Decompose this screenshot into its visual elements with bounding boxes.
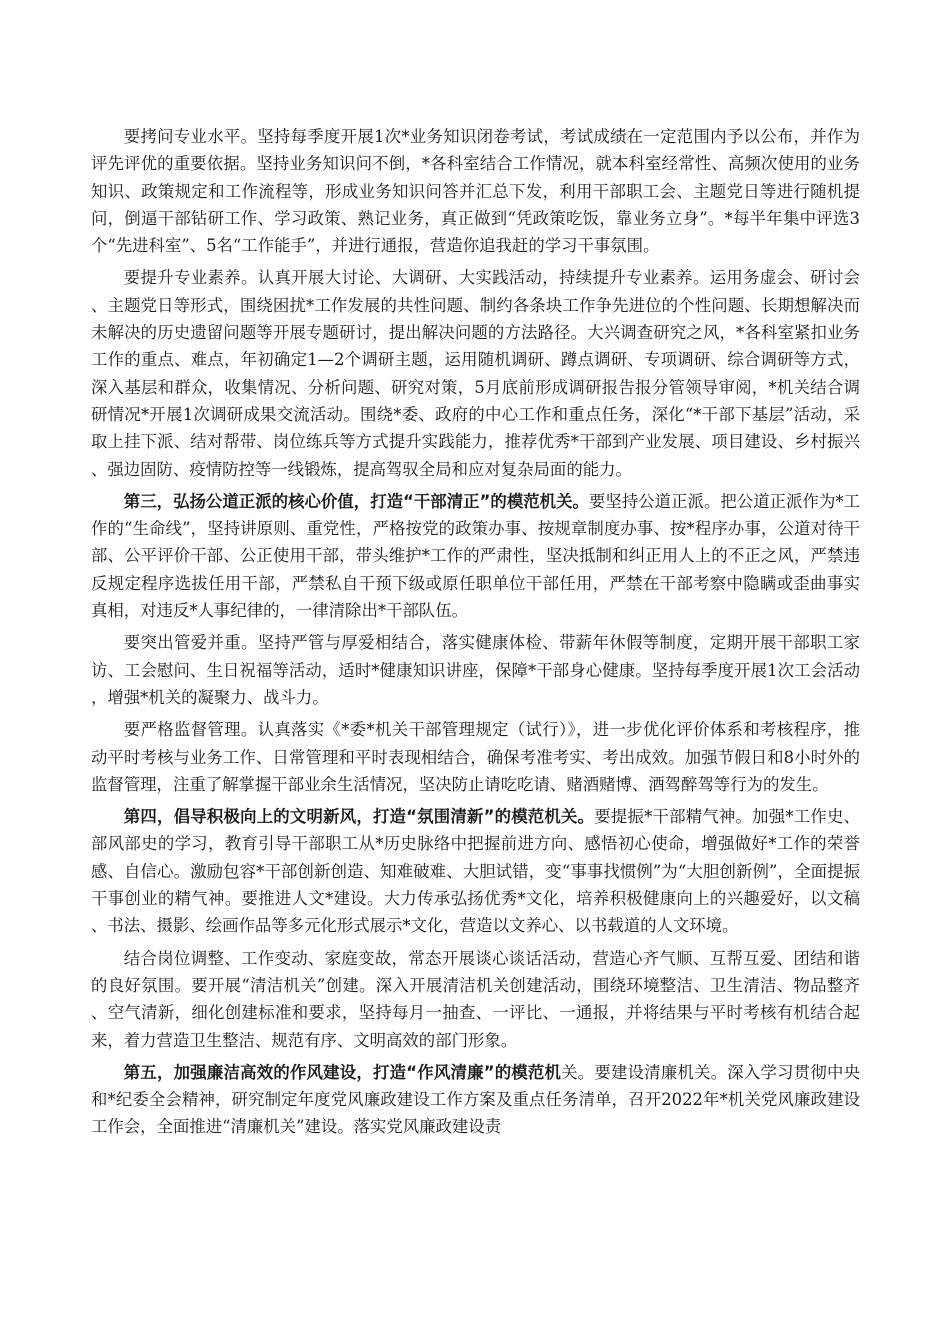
- paragraph-section-three: [91, 488, 860, 624]
- paragraph-text: 要坚持公道正派。把公道正派作为*工作的“生命线”，坚持讲原则、重党性，严格按党的政策办事、按规章制度办事、按*程序办事，公道对待干部、公平评价干部、公正使用干部，带头维护*工作的严肃性，坚决抵制和纠正用人上的不正之风，严禁违反规定程序选拔任用干部，严禁私自干预下级或原任职单位干部任用，严禁在干部考察中隐瞒或歪曲事实真相，对违反*人事纪律的，一律清除出*干部队伍。: [91, 491, 861, 621]
- paragraph-text: 要提振*干部精气神。加强*工作史、部风部史的学习，教育引导干部职工从*历史脉络中把握前进方向、感悟初心使命，增强做好*工作的荣誉感、自信心。激励包容*干部创新创造、知难破难、大胆试错，变“事事找惯例”为“大胆创新例”，全面提振干事创业的精气神。要推进人文*建设。大力传承弘扬优秀*文化，培养积极健康向上的兴趣爱好，以文稿、书法、摄影、绘画作品等多元化形式展示*文化，营造以文养心、以书载道的人文环境。: [91, 807, 861, 936]
- document-body: [91, 123, 860, 1146]
- paragraph-care-and-management: [91, 629, 860, 711]
- paragraph-section-five: [91, 1059, 860, 1141]
- paragraph-section-four: [91, 803, 860, 939]
- paragraph-harmony: [91, 945, 860, 1054]
- paragraph-text: 关。要建设清廉机关。深入学习贯彻中央和*纪委全会精神，研究制定年度党风廉政建设工作方案及重点任务清单，召开2022年*机关党风廉政建设工作会，全面推进“清廉机关”建设。落实党风廉政建设责: [91, 1062, 860, 1137]
- section-heading-four: 第四，倡导积极向上的文明新风，打造“氛围清新”的模范机关。: [123, 807, 595, 827]
- paragraph-professional-level: [91, 123, 860, 259]
- section-heading-five: 第五，加强廉洁高效的作风建设，打造“作风清廉”的模范机: [123, 1062, 562, 1082]
- paragraph-text: 要拷问专业水平。坚持每季度开展1次*业务知识闭卷考试，考试成绩在一定范围内予以公布，并作为评先评优的重要依据。坚持业务知识问不倒，*各科室结合工作情况，就本科室经常性、高频次使用的业务知识、政策规定和工作流程等，形成业务知识问答并汇总下发，利用干部职工会、主题党日等进行随机提问，倒逼干部钻研工作、学习政策、熟记业务，真正做到“凭政策吃饭，靠业务立身”。*每半年集中评选3个“先进科室”、5名“工作能手”，并进行通报，营造你追我赶的学习干事氛围。: [91, 127, 860, 256]
- paragraph-professional-quality: [91, 264, 860, 482]
- paragraph-text: 要提升专业素养。认真开展大讨论、大调研、大实践活动，持续提升专业素养。运用务虚会、研讨会、主题党日等形式，围绕困扰*工作发展的共性问题、制约各条块工作争先进位的个性问题、长期想解决而未解决的历史遗留问题等开展专题研讨，提出解决问题的方法路径。大兴调查研究之风，*各科室紧扣业务工作的重点、难点，年初确定1—2个调研主题，运用随机调研、蹲点调研、专项调研、综合调研等方式，深入基层和群众，收集情况、分析问题、研究对策，5月底前形成调研报告报分管领导审阅，*机关结合调研情况*开展1次调研成果交流活动。围绕*委、政府的中心工作和重点任务，深化“*干部下基层”活动，采取上挂下派、结对帮带、岗位练兵等方式提升实践能力，推荐优秀*干部到产业发展、项目建设、乡村振兴、强边固防、疫情防控等一线锻炼，提高驾驭全局和应对复杂局面的能力。: [91, 268, 860, 479]
- paragraph-supervision: [91, 716, 860, 798]
- paragraph-text: 要突出管爱并重。坚持严管与厚爱相结合，落实健康体检、带薪年休假等制度，定期开展干部职工家访、工会慰问、生日祝福等活动，适时*健康知识讲座，保障*干部身心健康。坚持每季度开展1次工会活动，增强*机关的凝聚力、战斗力。: [91, 633, 860, 707]
- paragraph-text: 结合岗位调整、工作变动、家庭变故，常态开展谈心谈话活动，营造心齐气顺、互帮互爱、团结和谐的良好氛围。要开展“清洁机关”创建。深入开展清洁机关创建活动，围绕环境整洁、卫生清洁、物品整齐、空气清新，细化创建标准和要求，坚持每月一抽查、一评比、一通报，并将结果与平时考核有机结合起来，着力营造卫生整洁、规范有序、文明高效的部门形象。: [91, 948, 860, 1050]
- paragraph-text: 要严格监督管理。认真落实《*委*机关干部管理规定（试行）》，进一步优化评价体系和考核程序，推动平时考核与业务工作、日常管理和平时表现相结合，确保考准考实、考出成效。加强节假日和8小时外的监督管理，注重了解掌握干部业余生活情况，坚决防止请吃吃请、赌酒赌博、酒驾醉驾等行为的发生。: [91, 720, 860, 794]
- section-heading-three: 第三，弘扬公道正派的核心价值，打造“干部清正”的模范机关。: [123, 491, 589, 511]
